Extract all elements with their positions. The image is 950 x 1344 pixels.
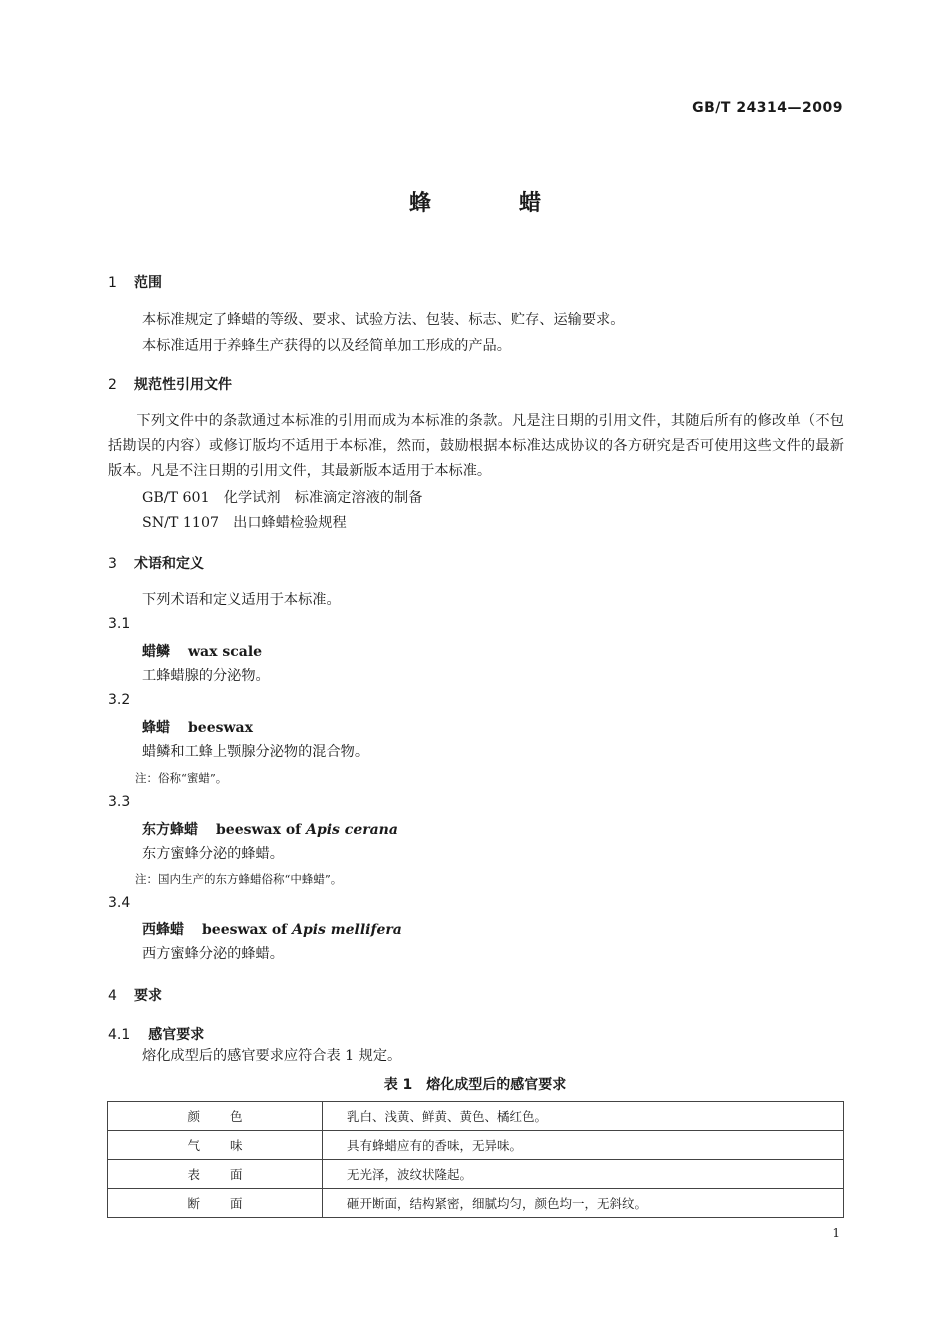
term-en-italic: Apis cerana xyxy=(306,822,398,838)
table-cell-key: 颜色 xyxy=(108,1102,323,1131)
section-number: 3 xyxy=(108,556,117,572)
term-zh: 西蜂蜡 xyxy=(142,922,184,938)
table-row xyxy=(108,1102,844,1131)
table-caption: 表 1 熔化成型后的感官要求 xyxy=(383,1077,567,1093)
term-definition: 东方蜜蜂分泌的蜂蜡。 xyxy=(142,846,284,862)
paragraph: 本标准规定了蜂蜡的等级、要求、试验方法、包装、标志、贮存、运输要求。 xyxy=(142,312,625,328)
subsection-title: 感官要求 xyxy=(148,1027,205,1043)
table-cell-value: 砸开断面，结构紧密，细腻均匀，颜色均一，无斜纹。 xyxy=(323,1189,844,1218)
standard-number: GB/T 24314—2009 xyxy=(692,100,843,116)
section-number: 2 xyxy=(108,377,117,393)
paragraph: 下列术语和定义适用于本标准。 xyxy=(142,592,341,608)
term-zh: 东方蜂蜡 xyxy=(142,822,198,838)
section-title: 术语和定义 xyxy=(134,556,204,572)
term-definition: 西方蜜蜂分泌的蜂蜡。 xyxy=(142,946,284,962)
term-number: 3.1 xyxy=(108,616,131,632)
subsection-number: 4.1 xyxy=(108,1027,131,1043)
table-row xyxy=(108,1160,844,1189)
table-cell-key: 气味 xyxy=(108,1131,323,1160)
paragraph: 熔化成型后的感官要求应符合表 1 规定。 xyxy=(142,1048,402,1064)
term-en: beeswax of xyxy=(216,822,307,838)
reference-item: GB/T 601 化学试剂 标准滴定溶液的制备 xyxy=(142,490,423,506)
term-number: 3.3 xyxy=(108,794,131,810)
term-en-italic: Apis mellifera xyxy=(292,922,402,938)
term-en: wax scale xyxy=(188,644,263,660)
table-cell-value: 乳白、浅黄、鲜黄、黄色、橘红色。 xyxy=(323,1102,844,1131)
term-entry xyxy=(142,717,253,737)
term-number: 3.4 xyxy=(108,895,131,911)
table-cell-value: 无光泽，波纹状隆起。 xyxy=(323,1160,844,1189)
section-2-heading xyxy=(108,374,232,394)
reference-item: SN/T 1107 出口蜂蜡检验规程 xyxy=(142,515,347,531)
section-title: 范围 xyxy=(134,275,162,291)
section-number: 1 xyxy=(108,275,117,291)
table-cell-key: 断面 xyxy=(108,1189,323,1218)
term-entry xyxy=(142,819,398,839)
term-en: beeswax of xyxy=(202,922,293,938)
term-en: beeswax xyxy=(188,720,253,736)
paragraph: 本标准适用于养蜂生产获得的以及经简单加工形成的产品。 xyxy=(142,338,511,354)
term-note: 注：国内生产的东方蜂蜡俗称“中蜂蜡”。 xyxy=(135,872,343,886)
page-number: 1 xyxy=(832,1226,840,1240)
table-row xyxy=(108,1131,844,1160)
term-definition: 工蜂蜡腺的分泌物。 xyxy=(142,668,270,684)
term-entry xyxy=(142,919,402,939)
term-number: 3.2 xyxy=(108,692,131,708)
term-note: 注：俗称“蜜蜡”。 xyxy=(135,771,228,785)
section-number: 4 xyxy=(108,988,117,1004)
section-4-heading xyxy=(108,985,162,1005)
term-entry xyxy=(142,641,262,661)
table-row xyxy=(108,1189,844,1218)
section-3-heading xyxy=(108,553,204,573)
table-cell-value: 具有蜂蜡应有的香味，无异味。 xyxy=(323,1131,844,1160)
term-definition: 蜡鳞和工蜂上颚腺分泌物的混合物。 xyxy=(142,744,370,760)
section-1-heading xyxy=(108,272,162,292)
term-zh: 蜂蜡 xyxy=(142,720,170,736)
paragraph: 下列文件中的条款通过本标准的引用而成为本标准的条款。凡是注日期的引用文件，其随后所有的修改单（不包括勘误的内容）或修订版均不适用于本标准，然而，鼓励根据本标准达成协议的各方研究是否可使用这些文件的最新版本。凡是不注日期的引用文件，其最新版本适用于本标准。 xyxy=(108,413,844,479)
table-cell-key: 表面 xyxy=(108,1160,323,1189)
page-title: 蜂 蜡 xyxy=(408,191,541,216)
term-zh: 蜡鳞 xyxy=(142,644,170,660)
section-title: 规范性引用文件 xyxy=(134,377,232,393)
sensory-requirements-table xyxy=(107,1101,844,1218)
section-title: 要求 xyxy=(134,988,162,1004)
subsection-4-1-heading xyxy=(108,1024,204,1044)
